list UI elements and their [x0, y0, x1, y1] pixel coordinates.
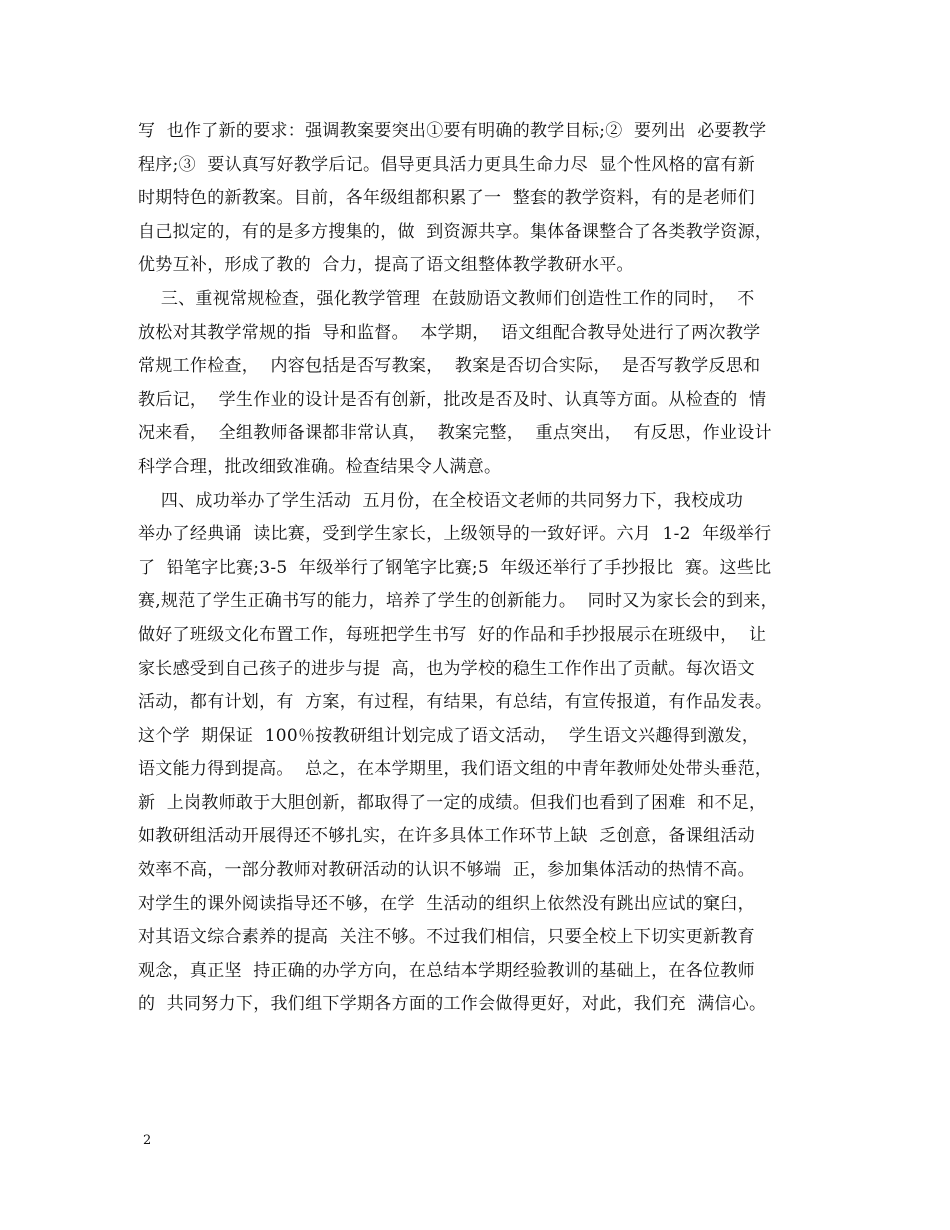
- text-line: 优势互补，形成了教的 合力，提高了语文组整体教学教研水平。: [138, 255, 634, 276]
- text-line: 三、重视常规检查，强化教学管理 在鼓励语文教师们创造性工作的同时， 不: [138, 288, 755, 309]
- text-line: 家长感受到自己孩子的进步与提 高，也为学校的稳生工作作出了贡献。每次语文: [138, 658, 755, 679]
- text-line: 新 上岗教师敢于大胆创新，都取得了一定的成绩。但我们也看到了困难 和不足，: [138, 792, 767, 813]
- text-line: 观念，真正坚 持正确的办学方向，在总结本学期经验教训的基础上，在各位教师: [138, 960, 755, 981]
- text-line: 况来看， 全组教师备课都非常认真， 教案完整， 重点突出， 有反思，作业设计: [138, 423, 772, 444]
- text-line: 做好了班级文化布置工作，每班把学生书写 好的作品和手抄报展示在班级中， 让: [138, 624, 767, 645]
- text-line: 对学生的课外阅读指导还不够，在学 生活动的组织上依然没有跳出应试的窠臼，: [138, 893, 755, 914]
- text-line: 效率不高，一部分教师对教研活动的认识不够端 正，参加集体活动的热情不高。: [138, 860, 755, 881]
- text-line: 赛,规范了学生正确书写的能力，培养了学生的创新能力。 同时又为家长会的到来，: [138, 591, 778, 612]
- text-line: 常规工作检查， 内容包括是否写教案， 教案是否切合实际， 是否写教学反思和: [138, 356, 761, 377]
- text-line: 自己拟定的，有的是多方搜集的，做 到资源共享。集体备课整合了各类教学资源，: [138, 221, 773, 242]
- text-line: 程序;③ 要认真写好教学后记。倡导更具活力更具生命力尽 显个性风格的富有新: [138, 154, 756, 175]
- text-line: 如教研组活动开展得还不够扎实，在许多具体工作环节上缺 乏创意，备课组活动: [138, 826, 755, 847]
- text-line: 教后记， 学生作业的设计是否有创新，批改是否及时、认真等方面。从检查的 情: [138, 389, 767, 410]
- text-line: 写 也作了新的要求：强调教案要突出①要有明确的教学目标;② 要列出 必要教学: [138, 121, 767, 141]
- text-line: 了 铅笔字比赛;3-5 年级举行了钢笔字比赛;5 年级还举行了手抄报比 赛。这些比: [138, 557, 772, 578]
- body-text: [138, 115, 838, 1022]
- text-line: 活动，都有计划，有 方案，有过程，有结果，有总结，有宣传报道，有作品发表。: [138, 692, 773, 713]
- text-line: 四、成功举办了学生活动 五月份，在全校语文老师的共同努力下，我校成功: [138, 490, 744, 511]
- text-line: 语文能力得到提高。 总之，在本学期里，我们语文组的中青年教师处处带头垂范，: [138, 759, 773, 780]
- text-line: 这个学 期保证 100％按教研组计划完成了语文活动， 学生语文兴趣得到激发，: [138, 725, 760, 746]
- text-line: 举办了经典诵 读比赛，受到学生家长，上级领导的一致好评。六月 1-2 年级举行: [138, 524, 772, 545]
- text-line: 时期特色的新教案。目前，各年级组都积累了一 整套的教学资料，有的是老师们: [138, 188, 755, 209]
- text-line: 放松对其教学常规的指 导和监督。 本学期， 语文组配合教导处进行了两次教学: [138, 322, 761, 343]
- text-line: 科学合理，批改细致准确。检查结果令人满意。: [138, 456, 502, 477]
- text-line: 对其语文综合素养的提高 关注不够。不过我们相信，只要全校上下切实更新教育: [138, 927, 755, 948]
- page-number: 2: [143, 1133, 152, 1148]
- text-line: 的 共同努力下，我们组下学期各方面的工作会做得更好，对此，我们充 满信心。: [138, 994, 767, 1015]
